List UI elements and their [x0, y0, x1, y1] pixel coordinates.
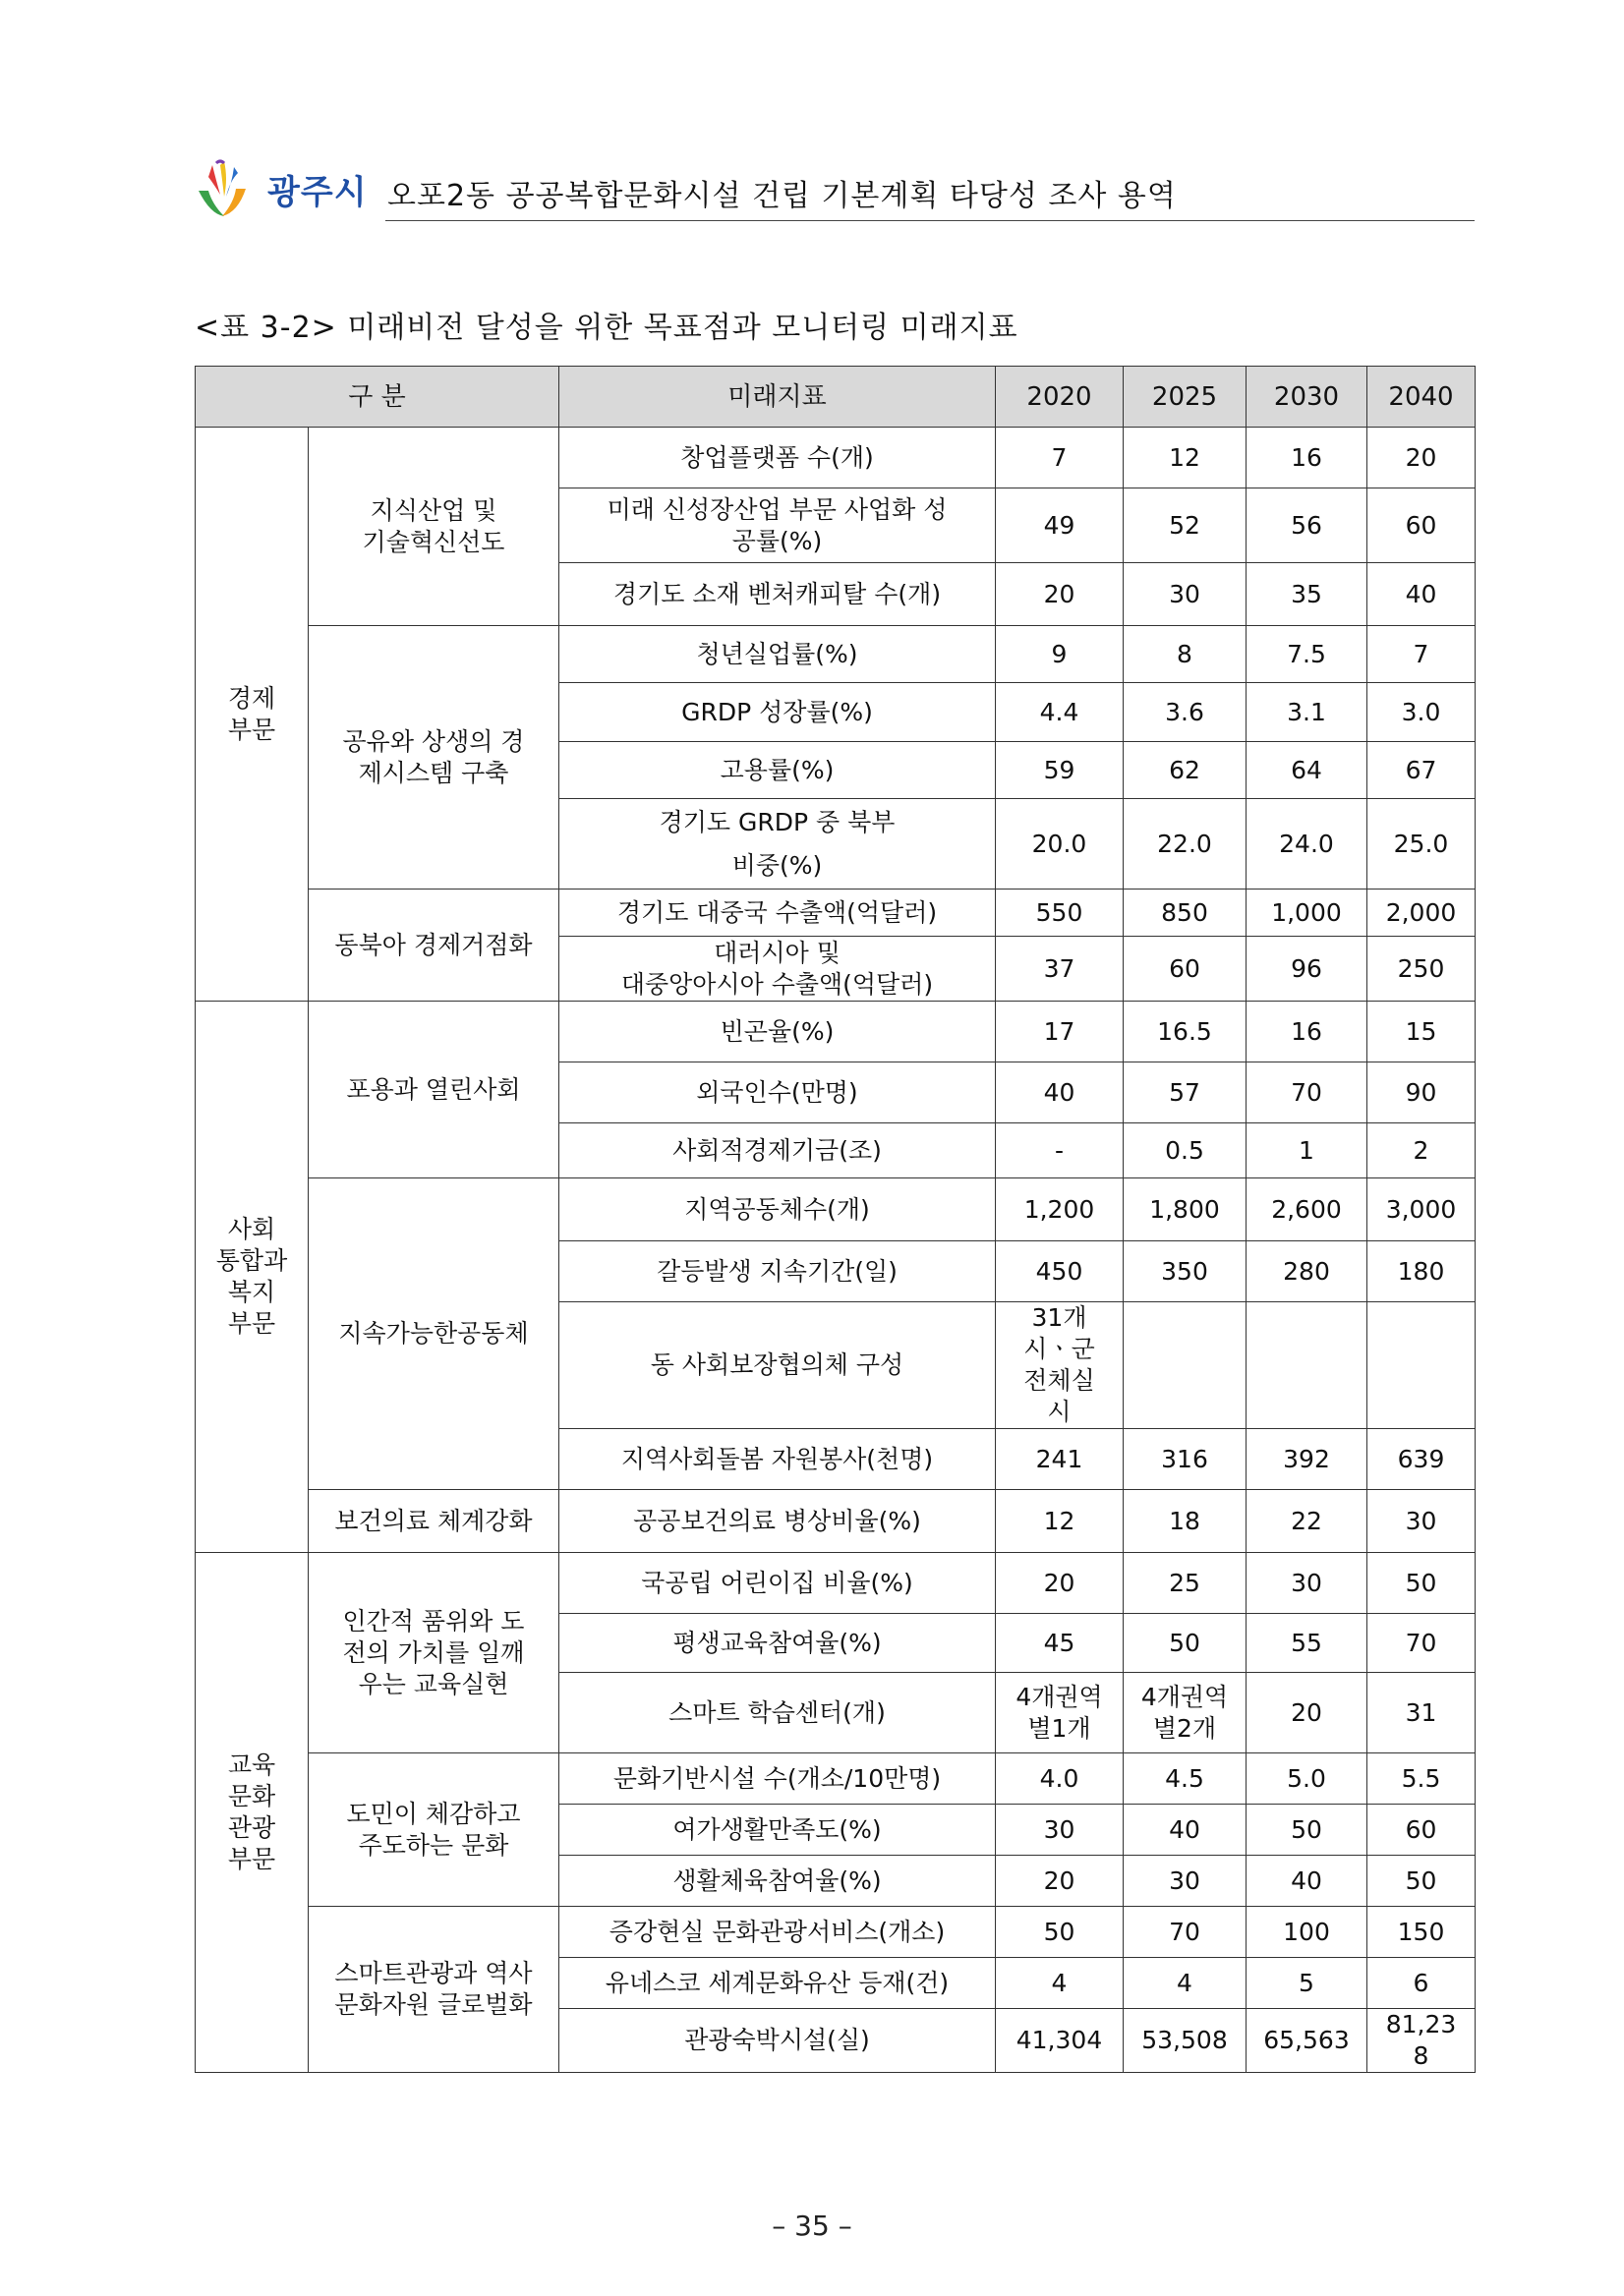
- value-cell: 20.0: [996, 799, 1124, 890]
- header-2020: 2020: [996, 367, 1124, 428]
- indicator-cell: GRDP 성장률(%): [559, 683, 996, 742]
- value-cell: [1247, 1302, 1367, 1429]
- value-cell: 280: [1247, 1241, 1367, 1302]
- value-cell: -: [996, 1123, 1124, 1178]
- value-cell: [1124, 1302, 1247, 1429]
- indicator-cell: 창업플랫폼 수(개): [559, 428, 996, 488]
- value-cell: 12: [996, 1490, 1124, 1553]
- value-cell: 40: [996, 1062, 1124, 1123]
- value-cell: 70: [1247, 1062, 1367, 1123]
- value-cell: 22: [1247, 1490, 1367, 1553]
- value-cell: 53,508: [1124, 2009, 1247, 2073]
- indicator-cell: 외국인수(만명): [559, 1062, 996, 1123]
- header-2025: 2025: [1124, 367, 1247, 428]
- value-cell: 30: [1124, 1856, 1247, 1907]
- indicator-cell: 국공립 어린이집 비율(%): [559, 1553, 996, 1614]
- header-indicator: 미래지표: [559, 367, 996, 428]
- value-cell: 2,000: [1367, 890, 1476, 937]
- value-cell: 67: [1367, 742, 1476, 799]
- value-cell: 17: [996, 1002, 1124, 1062]
- value-cell: 45: [996, 1614, 1124, 1673]
- value-cell: 4: [1124, 1958, 1247, 2009]
- value-cell: 100: [1247, 1907, 1367, 1958]
- value-cell: 57: [1124, 1062, 1247, 1123]
- value-cell: 81,23 8: [1367, 2009, 1476, 2073]
- indicator-cell: 대러시아 및 대중앙아시아 수출액(억달러): [559, 937, 996, 1002]
- value-cell: 25: [1124, 1553, 1247, 1614]
- value-cell: 96: [1247, 937, 1367, 1002]
- value-cell: 50: [1247, 1805, 1367, 1856]
- indicator-cell: 유네스코 세계문화유산 등재(건): [559, 1958, 996, 2009]
- value-cell: 6: [1367, 1958, 1476, 2009]
- sub-category: 동북아 경제거점화: [309, 890, 559, 1002]
- sub-category: 보건의료 체계강화: [309, 1490, 559, 1553]
- value-cell: 25.0: [1367, 799, 1476, 890]
- value-cell: 392: [1247, 1429, 1367, 1490]
- value-cell: 30: [1124, 563, 1247, 626]
- category-economy: 경제 부문: [196, 428, 309, 1002]
- indicator-cell: 관광숙박시설(실): [559, 2009, 996, 2073]
- indicator-cell: 고용률(%): [559, 742, 996, 799]
- indicator-table: [195, 366, 1476, 2073]
- value-cell: 60: [1124, 937, 1247, 1002]
- value-cell: 1,200: [996, 1178, 1124, 1241]
- value-cell: 41,304: [996, 2009, 1124, 2073]
- value-cell: 3,000: [1367, 1178, 1476, 1241]
- indicator-cell: 평생교육참여율(%): [559, 1614, 996, 1673]
- value-cell: 64: [1247, 742, 1367, 799]
- table-header-row: [196, 367, 1476, 428]
- value-cell: 31: [1367, 1673, 1476, 1753]
- indicator-cell: 스마트 학습센터(개): [559, 1673, 996, 1753]
- value-cell: 180: [1367, 1241, 1476, 1302]
- value-cell: 4.4: [996, 683, 1124, 742]
- table-row: [196, 1490, 1476, 1553]
- indicator-cell: 경기도 대중국 수출액(억달러): [559, 890, 996, 937]
- value-cell: 20: [1367, 428, 1476, 488]
- header-2040: 2040: [1367, 367, 1476, 428]
- value-cell: 40: [1247, 1856, 1367, 1907]
- value-cell: 60: [1367, 488, 1476, 563]
- value-cell: 350: [1124, 1241, 1247, 1302]
- table-row: [196, 1907, 1476, 1958]
- value-cell: 0.5: [1124, 1123, 1247, 1178]
- value-cell: 50: [1367, 1856, 1476, 1907]
- value-cell: 16: [1247, 428, 1367, 488]
- value-cell: 2,600: [1247, 1178, 1367, 1241]
- value-cell: 2: [1367, 1123, 1476, 1178]
- value-cell: 3.0: [1367, 683, 1476, 742]
- value-cell: 4.0: [996, 1753, 1124, 1805]
- indicator-cell: 미래 신성장산업 부문 사업화 성 공률(%): [559, 488, 996, 563]
- value-cell: 30: [996, 1805, 1124, 1856]
- table-row: [196, 1002, 1476, 1062]
- indicator-cell: 빈곤율(%): [559, 1002, 996, 1062]
- sub-category: 인간적 품위와 도 전의 가치를 일깨 우는 교육실현: [309, 1553, 559, 1753]
- indicator-cell: 공공보건의료 병상비율(%): [559, 1490, 996, 1553]
- value-cell: 5: [1247, 1958, 1367, 2009]
- value-cell: 7.5: [1247, 626, 1367, 683]
- value-cell: 4개권역 별2개: [1124, 1673, 1247, 1753]
- value-cell: 850: [1124, 890, 1247, 937]
- value-cell: 90: [1367, 1062, 1476, 1123]
- city-logo-icon: [195, 155, 250, 218]
- value-cell: 65,563: [1247, 2009, 1367, 2073]
- value-cell: 7: [996, 428, 1124, 488]
- value-cell: 59: [996, 742, 1124, 799]
- table-row: [196, 890, 1476, 937]
- value-cell: 56: [1247, 488, 1367, 563]
- table-caption: <표 3-2> 미래비전 달성을 위한 목표점과 모니터링 미래지표: [195, 311, 1018, 345]
- value-cell: 9: [996, 626, 1124, 683]
- value-cell: 5.5: [1367, 1753, 1476, 1805]
- value-cell: 70: [1367, 1614, 1476, 1673]
- table-row: [196, 1753, 1476, 1805]
- sub-category: 포용과 열린사회: [309, 1002, 559, 1178]
- value-cell: 20: [996, 1553, 1124, 1614]
- value-cell: 40: [1367, 563, 1476, 626]
- value-cell: 30: [1247, 1553, 1367, 1614]
- city-logo-text: 광주시: [267, 173, 368, 212]
- value-cell: 40: [1124, 1805, 1247, 1856]
- value-cell: 24.0: [1247, 799, 1367, 890]
- indicator-cell: 지역사회돌봄 자원봉사(천명): [559, 1429, 996, 1490]
- sub-category: 지속가능한공동체: [309, 1178, 559, 1490]
- value-cell: 8: [1124, 626, 1247, 683]
- indicator-cell: 여가생활만족도(%): [559, 1805, 996, 1856]
- table-row: [196, 428, 1476, 488]
- value-cell: 37: [996, 937, 1124, 1002]
- value-cell: 639: [1367, 1429, 1476, 1490]
- sub-category: 공유와 상생의 경 제시스템 구축: [309, 626, 559, 890]
- header-divider: [385, 220, 1475, 221]
- table-row: [196, 1178, 1476, 1241]
- value-cell: 16: [1247, 1002, 1367, 1062]
- table-row: [196, 626, 1476, 683]
- value-cell: 52: [1124, 488, 1247, 563]
- value-cell: 316: [1124, 1429, 1247, 1490]
- value-cell: 5.0: [1247, 1753, 1367, 1805]
- value-cell: 1,800: [1124, 1178, 1247, 1241]
- indicator-cell: 경기도 GRDP 중 북부 비중(%): [559, 799, 996, 890]
- indicator-cell: 증강현실 문화관광서비스(개소): [559, 1907, 996, 1958]
- indicator-cell: 지역공동체수(개): [559, 1178, 996, 1241]
- sub-category: 지식산업 및 기술혁신선도: [309, 428, 559, 626]
- value-cell: 20: [996, 1856, 1124, 1907]
- value-cell: 62: [1124, 742, 1247, 799]
- page-number: – 35 –: [772, 2210, 852, 2242]
- value-cell: 70: [1124, 1907, 1247, 1958]
- value-cell: 4: [996, 1958, 1124, 2009]
- value-cell: 15: [1367, 1002, 1476, 1062]
- value-cell: 50: [996, 1907, 1124, 1958]
- value-cell: 50: [1124, 1614, 1247, 1673]
- value-cell: 241: [996, 1429, 1124, 1490]
- value-cell: 3.1: [1247, 683, 1367, 742]
- value-cell: 1,000: [1247, 890, 1367, 937]
- value-cell: 35: [1247, 563, 1367, 626]
- category-education: 교육 문화 관광 부문: [196, 1553, 309, 2073]
- indicator-cell: 사회적경제기금(조): [559, 1123, 996, 1178]
- value-cell: 450: [996, 1241, 1124, 1302]
- table-row: [196, 1553, 1476, 1614]
- value-cell: 150: [1367, 1907, 1476, 1958]
- sub-category: 도민이 체감하고 주도하는 문화: [309, 1753, 559, 1907]
- value-cell: 60: [1367, 1805, 1476, 1856]
- indicator-cell: 갈등발생 지속기간(일): [559, 1241, 996, 1302]
- value-cell: 31개 시ㆍ군 전체실 시: [996, 1302, 1124, 1429]
- value-cell: 550: [996, 890, 1124, 937]
- header-2030: 2030: [1247, 367, 1367, 428]
- value-cell: 4.5: [1124, 1753, 1247, 1805]
- indicator-cell: 경기도 소재 벤처캐피탈 수(개): [559, 563, 996, 626]
- value-cell: [1367, 1302, 1476, 1429]
- value-cell: 4개권역 별1개: [996, 1673, 1124, 1753]
- document-title: 오포2동 공공복합문화시설 건립 기본계획 타당성 조사 용역: [387, 179, 1177, 213]
- value-cell: 20: [996, 563, 1124, 626]
- value-cell: 250: [1367, 937, 1476, 1002]
- category-social: 사회 통합과 복지 부문: [196, 1002, 309, 1553]
- header-category: 구 분: [196, 367, 559, 428]
- value-cell: 7: [1367, 626, 1476, 683]
- indicator-cell: 문화기반시설 수(개소/10만명): [559, 1753, 996, 1805]
- value-cell: 16.5: [1124, 1002, 1247, 1062]
- indicator-cell: 생활체육참여율(%): [559, 1856, 996, 1907]
- value-cell: 3.6: [1124, 683, 1247, 742]
- value-cell: 30: [1367, 1490, 1476, 1553]
- value-cell: 50: [1367, 1553, 1476, 1614]
- value-cell: 55: [1247, 1614, 1367, 1673]
- value-cell: 1: [1247, 1123, 1367, 1178]
- value-cell: 20: [1247, 1673, 1367, 1753]
- page-header: [195, 155, 1475, 224]
- indicator-cell: 동 사회보장협의체 구성: [559, 1302, 996, 1429]
- indicator-cell: 청년실업률(%): [559, 626, 996, 683]
- value-cell: 18: [1124, 1490, 1247, 1553]
- sub-category: 스마트관광과 역사 문화자원 글로벌화: [309, 1907, 559, 2073]
- value-cell: 12: [1124, 428, 1247, 488]
- value-cell: 22.0: [1124, 799, 1247, 890]
- value-cell: 49: [996, 488, 1124, 563]
